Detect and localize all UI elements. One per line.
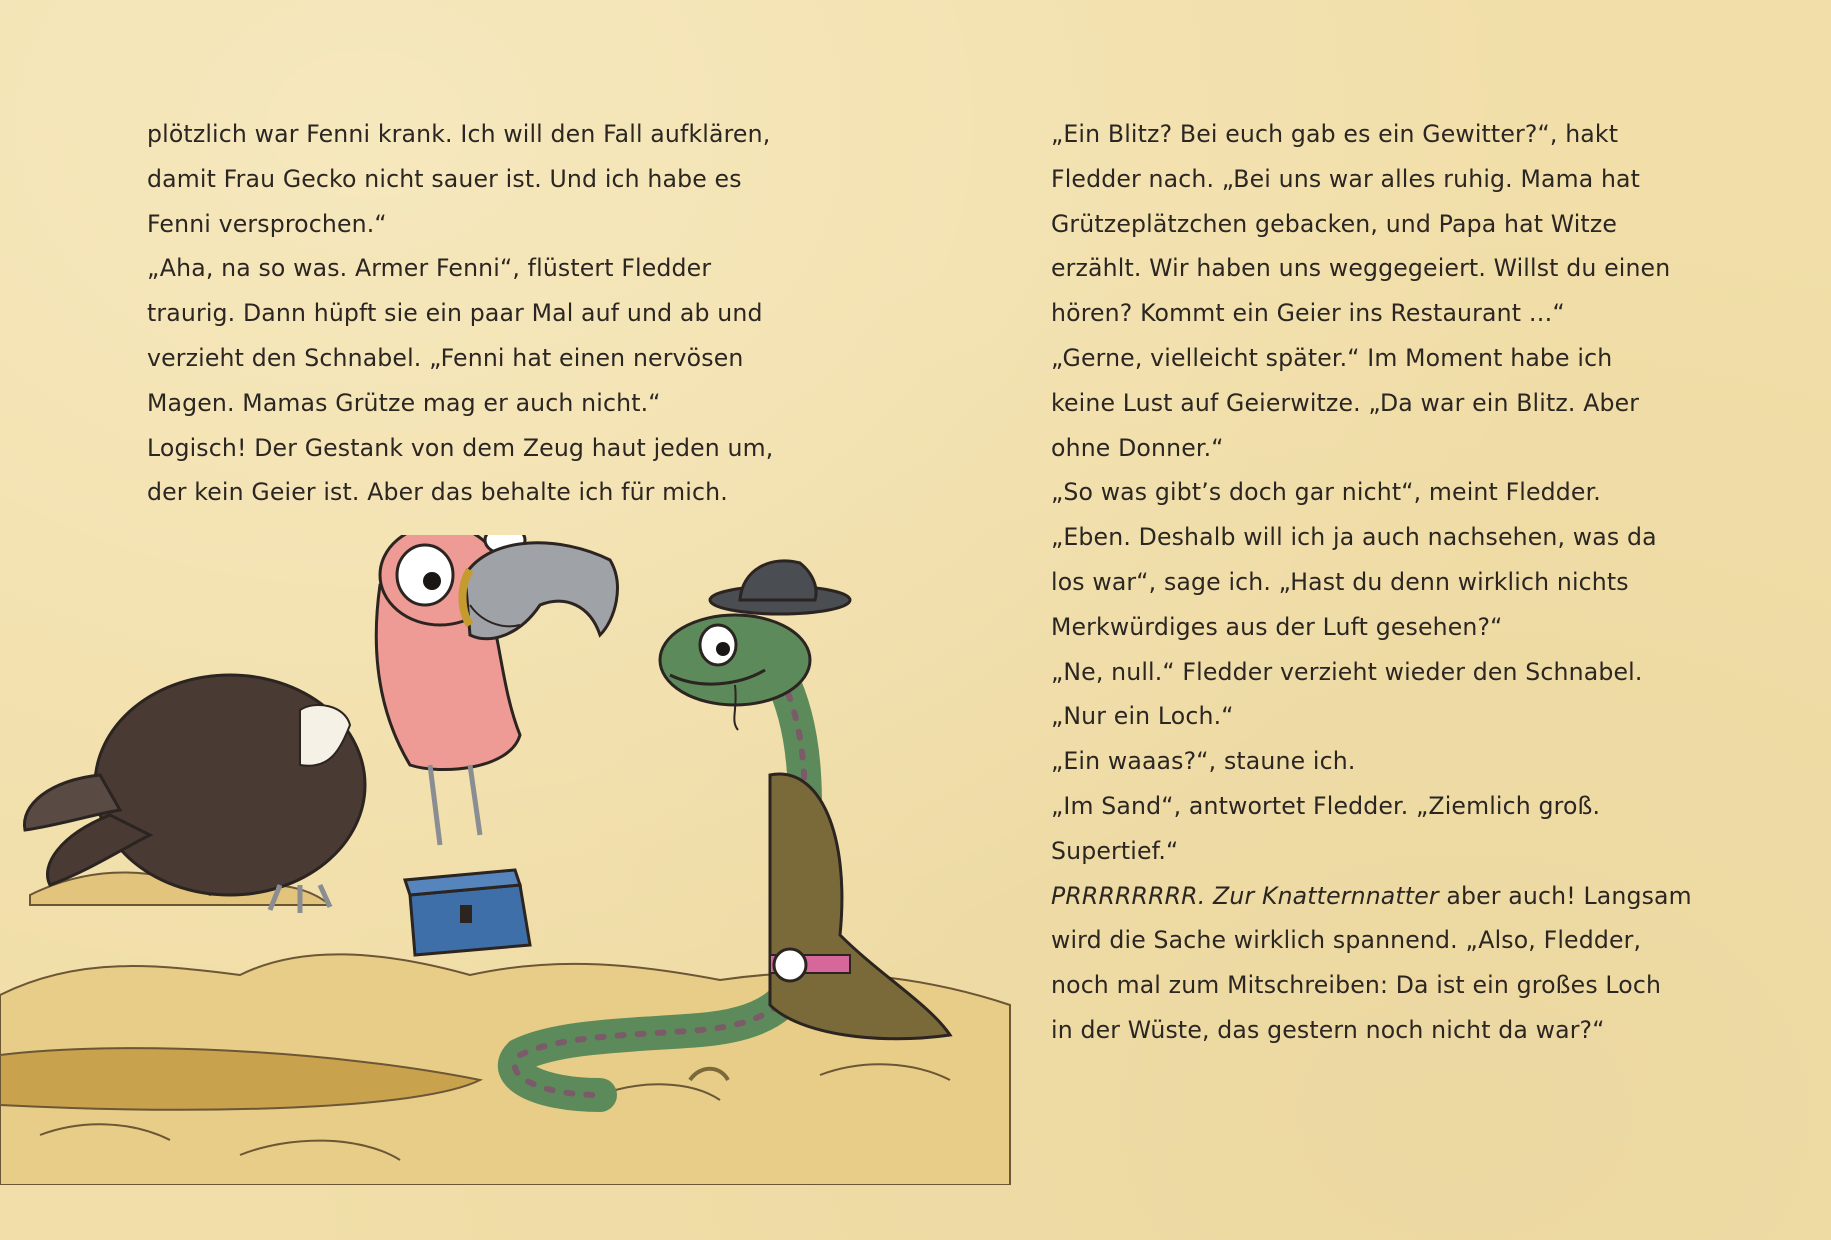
text-line-mixed <box>1051 874 1751 919</box>
text-line: „Gerne, vielleicht später.“ Im Moment habe ich <box>1051 343 1613 372</box>
text-line: hören? Kommt ein Geier ins Restaurant …“ <box>1051 299 1565 328</box>
text-line: Fledder nach. „Bei uns war alles ruhig. Mama hat <box>1051 164 1641 193</box>
text-line: Magen. Mamas Grütze mag er auch nicht.“ <box>147 388 661 417</box>
italic-sound-effect: PRRRRRRRR. Zur Knatternnatter <box>1051 881 1439 910</box>
text-line: „Eben. Deshalb will ich ja auch nachsehen, was da <box>1051 523 1657 552</box>
text-line: Merkwürdiges aus der Luft gesehen?“ <box>1051 612 1503 641</box>
text-line: damit Frau Gecko nicht sauer ist. Und ich habe es <box>147 164 742 193</box>
text-line: verzieht den Schnabel. „Fenni hat einen nervösen <box>147 343 744 372</box>
text-line: noch mal zum Mitschreiben: Da ist ein großes Loch <box>1051 971 1662 1000</box>
text-line: in der Wüste, das gestern noch nicht da war?“ <box>1051 1015 1605 1044</box>
text-line: keine Lust auf Geierwitze. „Da war ein Blitz. Aber <box>1051 388 1640 417</box>
illustration-vulture-and-snake <box>0 535 1020 1185</box>
text-line: plötzlich war Fenni krank. Ich will den Fall aufklären, <box>147 120 771 148</box>
left-page-text <box>147 112 807 515</box>
text-line: Fenni versprochen.“ <box>147 209 387 238</box>
text-line: traurig. Dann hüpft sie ein paar Mal auf und ab und <box>147 299 763 328</box>
text-line: wird die Sache wirklich spannend. „Also, Fledder, <box>1051 926 1642 955</box>
text-line: der kein Geier ist. Aber das behalte ich für mich. <box>147 478 728 507</box>
text-line: „Im Sand“, antwortet Fledder. „Ziemlich groß. <box>1051 791 1601 820</box>
right-page-text <box>1051 112 1751 1053</box>
text-line: Grützeplätzchen gebacken, und Papa hat Witze <box>1051 209 1618 238</box>
text-line: „Nur ein Loch.“ <box>1051 702 1234 731</box>
text-line: Supertief.“ <box>1051 836 1179 865</box>
text-line: ohne Donner.“ <box>1051 433 1224 462</box>
text-line: erzählt. Wir haben uns weggegeiert. Willst du einen <box>1051 254 1671 283</box>
blue-box <box>405 870 530 955</box>
text-line: los war“, sage ich. „Hast du denn wirklich nichts <box>1051 567 1629 596</box>
text-line: Logisch! Der Gestank von dem Zeug haut jeden um, <box>147 433 774 462</box>
vulture-fledder <box>24 535 617 913</box>
text-line: „Ein Blitz? Bei euch gab es ein Gewitter?“, hakt <box>1051 120 1619 148</box>
text-line: „Ne, null.“ Fledder verzieht wieder den Schnabel. <box>1051 657 1643 686</box>
text-line: „Aha, na so was. Armer Fenni“, flüstert Fledder <box>147 254 712 283</box>
text-line: „So was gibt’s doch gar nicht“, meint Fledder. <box>1051 478 1601 507</box>
text-fragment: aber auch! Langsam <box>1438 881 1692 910</box>
text-line: „Ein waaas?“, staune ich. <box>1051 747 1356 776</box>
